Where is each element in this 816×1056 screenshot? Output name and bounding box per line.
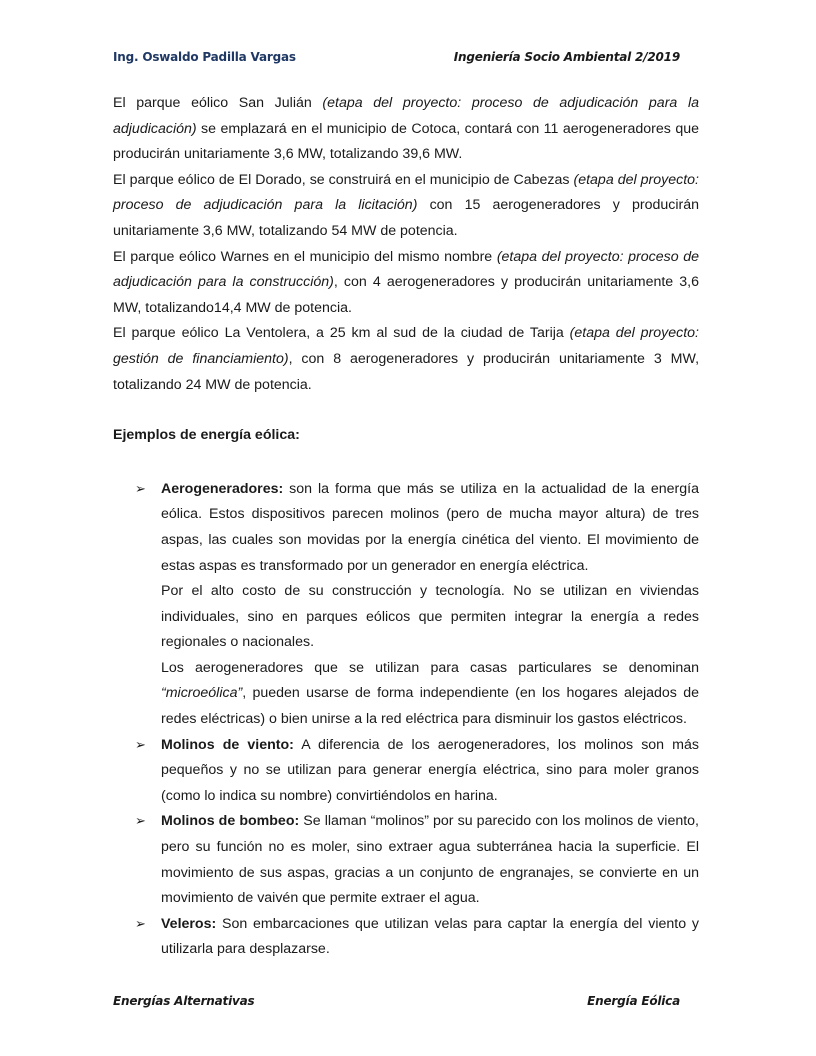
footer-subject: Energías Alternativas [113, 994, 255, 1008]
paragraph-text: El parque eólico La Ventolera, a 25 km al sud de la ciudad de Tarija [113, 325, 570, 342]
bullet-text: , pueden usarse de forma independiente (en los hogares alejados de redes eléctricas) o bien unirse a la red eléctrica para disminuir los gastos eléctricos. [161, 685, 699, 728]
footer-topic: Energía Eólica [587, 994, 680, 1008]
bullet-term: Aerogeneradores: [161, 480, 284, 497]
paragraph-text: , con 8 aerogeneradores y producirán unitariamente 3 MW, totalizando 24 MW de potencia. [113, 350, 700, 393]
bullet-term: Molinos de bombeo: [161, 813, 300, 830]
arrow-bullet-icon: ➢ [135, 814, 146, 830]
bullet-text: son la forma que más se utiliza en la actualidad de la energía eólica. Estos dispositivos parecen molinos (pero de mucha mayor altura) de tres aspas, las cuales son movidas por la energía cinética del viento. El movimiento de estas aspas es transformado por un generador en energía eléctrica. [161, 480, 699, 574]
arrow-bullet-icon: ➢ [135, 916, 146, 932]
header-course: Ingeniería Socio Ambiental 2/2019 [453, 50, 680, 64]
project-stage: (etapa del proyecto: proceso de adjudicación para la licitación) [113, 171, 699, 214]
bullet-continuation [161, 656, 699, 733]
project-stage: (etapa del proyecto: gestión de financiamiento) [113, 325, 699, 367]
header-author: Ing. Oswaldo Padilla Vargas [113, 50, 296, 64]
paragraph-la-ventolera [113, 321, 699, 398]
project-stage: (etapa del proyecto: proceso de adjudicación para la adjudicación) [113, 95, 699, 137]
bullet-continuation: Por el alto costo de su construcción y tecnología. No se utilizan en viviendas individuales, sino en parques eólicos que permiten integrar la energía a redes regionales o nacionales. [161, 583, 699, 651]
list-item-molinos-bombeo [113, 809, 699, 911]
document-body [113, 91, 699, 963]
bullet-term: Veleros: [161, 915, 217, 932]
list-item-molinos-viento [113, 733, 699, 810]
arrow-bullet-icon: ➢ [135, 481, 146, 497]
list-item-veleros [113, 912, 699, 963]
paragraph-text: El parque eólico de El Dorado, se construirá en el municipio de Cabezas [113, 171, 574, 188]
list-item-aerogeneradores [113, 477, 699, 733]
bullet-text: Los aerogeneradores que se utilizan para casas particulares se denominan [161, 659, 699, 676]
paragraph-text: con 15 aerogeneradores y producirán unitariamente 3,6 MW, totalizando 54 MW de potencia. [113, 197, 699, 239]
paragraph-text: El parque eólico San Julián [113, 95, 323, 111]
paragraph-text: El parque eólico Warnes en el municipio del mismo nombre [113, 248, 497, 265]
project-stage: (etapa del proyecto: proceso de adjudicación para la construcción) [113, 248, 699, 291]
examples-heading: Ejemplos de energía eólica: [113, 427, 300, 444]
paragraph-warnes [113, 245, 699, 322]
paragraph-san-julian [113, 91, 699, 168]
examples-list [113, 477, 699, 963]
bullet-text: Se llaman “molinos” por su parecido con los molinos de viento, pero su función no es moler, sino extraer agua subterránea hacia la superficie. El movimiento de sus aspas, gracias a un conjunto de engranajes, se convierte en un movimiento de vaivén que permite extraer el agua. [161, 813, 699, 907]
paragraph-text: , con 4 aerogeneradores y producirán unitariamente 3,6 MW, totalizando14,4 MW de potencia. [113, 274, 699, 316]
bullet-text: A diferencia de los aerogeneradores, los molinos son más pequeños y no se utilizan para generar energía eléctrica, sino para moler granos (como lo indica su nombre) convirtiéndolos en harina. [161, 736, 699, 804]
bullet-text: Son embarcaciones que utilizan velas para captar la energía del viento y utilizarla para desplazarse. [161, 915, 699, 958]
arrow-bullet-icon: ➢ [135, 737, 146, 753]
quoted-term: “microeólica” [161, 685, 243, 702]
bullet-term: Molinos de viento: [161, 736, 294, 753]
paragraph-text: se emplazará en el municipio de Cotoca, contará con 11 aerogeneradores que producirán unitariamente 3,6 MW, totalizando 39,6 MW. [113, 120, 699, 163]
paragraph-el-dorado [113, 168, 699, 245]
